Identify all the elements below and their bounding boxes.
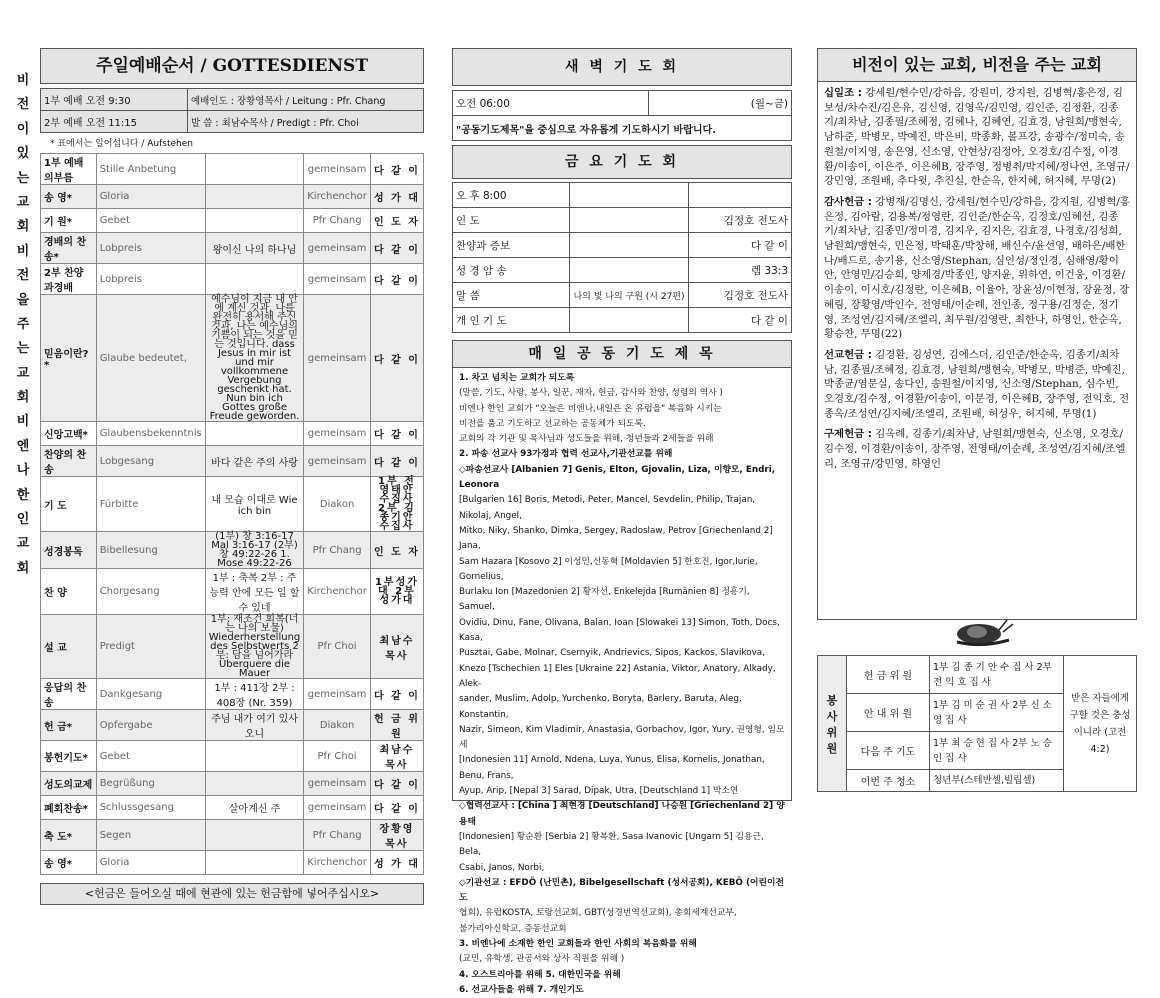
order-item: 신앙고백* [41,422,97,446]
offering-names: 강병재/김명신, 강세원/현수민/강하음, 강지원, 김병혁/홍은정, 김아람, 김용복/정영란, 김인준/한순옥, 김정호/임혜선, 김종기/최차남, 김종민/정미경, 김지우, 김지은, 김효경, 나경호/김성희, 남원희/맹현숙, 민은정, 박태훈/박창해, 배신수/윤선영, 배하은/배한나/배드로, 송기용, 신소영/Stephan, 심인성/정인경, 심해영/황이안, 안영민/김승희, 양제경/박종인, 양지윤, 위하연, 이건웅, 이경환/이송이, 이시호/김정란, 이은혜B, 이율아, 장윤성/이현정, 장윤정, 장혜림, 장황영/박인수, 전영태/이순례, 전인종, 정구용/김정순, 정기영, 조성연/김지혜/조엘리, 최두원/김영란, 최한나, 하영인, 한순옥, 황승찬, 무명(22) [824,195,1130,341]
order-person: Pfr Chang [304,820,371,851]
offering-paragraph [824,195,1130,342]
order-content: 1부 : 축복 2부 : 주 능력 안에 모든 일 할 수 있네 [205,569,304,615]
friday-content [570,308,689,333]
order-item: 봉헌기도* [41,741,97,772]
friday-prayer-table [452,182,792,333]
dawn-prayer-time: 오전 06:00 [453,91,649,116]
order-item: 찬 양 [41,569,97,615]
offering-notice: <헌금은 들어오실 때에 현관에 있는 헌금함에 넣어주십시오> [40,883,424,905]
order-leader: 1부성가대 2부성가대 [370,569,423,615]
order-item: 2부 찬양과경배 [41,264,97,295]
prayer-line: Sam Hazara [Kosovo 2] 이성민,신동혁 [Moldavien 5] 한호진, Igor,Iurie, Gornelius, [459,556,758,582]
friday-item: 찬양과 증보 [453,233,570,258]
order-leader: 최남수목사 [370,615,423,679]
order-row [41,264,424,295]
order-content [205,264,304,295]
vertical-char: 는 [16,341,30,357]
order-item: 축 도* [41,820,97,851]
vertical-char: 전 [16,97,30,113]
order-content [205,772,304,796]
committee-label: 봉 사 위 원 [818,656,847,792]
offering-names: 강세원/현수민/강하음, 강원미, 강지원, 김병혁/홍은정, 김보성/차수진/김은유, 김신영, 김영옥/김민영, 김인준, 김정환, 김종기/최차남, 김종필/조혜정, 김혜나, 김혜연, 김효경, 남원희/맹현숙, 남하준, 박병모, 박예진, 박은비, 박종화, 볼프강, 송광수/정미숙, 송원철/이지영, 송은영, 신소영, 안현상/김정아, 오경호/김수정, 이경환/이송이, 이은주, 이은혜B, 장주영, 정병취/박지혜/정나연, 조영규/강민영, 조원배, 추다윗, 추진실, 한순옥, 한지혜, 허지혜, 무명(2) [824,87,1130,188]
service2-preacher: 발 씀 : 최남수목사 / Predigt : Pfr. Choi [188,111,424,133]
prayer-line: ◇기관선교 : EFDÖ (난민촌), Bibelgesellschaft (성서공회), KEBÖ (어린이전도 [459,877,784,904]
order-content [205,820,304,851]
dawn-prayer-days: (월~금) [649,91,792,116]
order-item: 경배의 찬송* [41,233,97,264]
vertical-char: 엔 [16,438,30,454]
order-german: Predigt [96,615,205,679]
prayer-line: sander, Muslim, Adolp, Yurchenko, Boryta, Barlery, Baruta, Aleg, Konstantin, [459,694,742,720]
order-item: 폐회찬송* [41,796,97,820]
friday-row [453,258,792,283]
order-content: 주님 내가 여기 있사오니 [205,710,304,741]
friday-value: 렘 33:3 [689,258,792,283]
service2-time: 2부 예배 오전 11:15 [41,111,188,133]
order-leader: 최남수목사 [370,741,423,772]
order-german: Gloria [96,851,205,875]
vertical-char: 이 [16,121,30,137]
friday-item: 말 씀 [453,283,570,308]
vertical-char: 교 [16,194,30,210]
service-committee-table [817,655,1137,792]
order-german: Stille Anbetung [96,154,205,185]
order-content [205,422,304,446]
order-row [41,796,424,820]
friday-item: 성 경 암 송 [453,258,570,283]
order-person: gemeinsam [304,295,371,422]
snail-illustration [947,608,1017,648]
order-content: 바다 같은 주의 사랑 [205,446,304,477]
order-german: Gebet [96,209,205,233]
order-content [205,851,304,875]
friday-value: 김정호 전도사 [689,283,792,308]
friday-row [453,233,792,258]
order-item: 찬양의 찬송 [41,446,97,477]
prayer-line: (교민, 유학생, 관공서와 상사 직원을 위해 ) [459,954,625,965]
order-german: Gebet [96,741,205,772]
vision-title: 비전이 있는 교회, 비전을 주는 교회 [817,48,1137,82]
order-row [41,569,424,615]
order-row [41,820,424,851]
vertical-char: 을 [16,292,30,308]
offering-label: 십일조 : [824,87,862,99]
order-leader: 다 같 이 [370,796,423,820]
friday-prayer-title: 금 요 기 도 회 [452,145,792,179]
order-content: 예수님이 지금 내 안에 계신 것과, 나를 완전히 용서해 주신 것과, 나는 예수님의 기쁨이 되는 것을 믿는 것입니다. dass Jesus in mir ist und mir vollkommene Vergebung geschenkt hat. Nun bin ich Gottes große Freude geworden. [205,295,304,422]
order-row [41,446,424,477]
committee-role: 헌 금 위 원 [847,656,930,694]
order-leader: 인 도 자 [370,532,423,569]
order-row [41,741,424,772]
friday-value: 김정호 전도사 [689,208,792,233]
order-german: Dankgesang [96,679,205,710]
order-german: Gloria [96,185,205,209]
bible-verse: 받은 자들에게 구할 것은 충성이니라 (고전4:2) [1064,656,1137,792]
order-leader: 1부 전영태안수집사 2부 김종기안수집사 [370,477,423,532]
order-row [41,422,424,446]
prayer-line: 협회), 유럽KOSTA, 토랑선교회, GBT(성경번역선교회), 총회세계선교부, [459,908,737,919]
order-german: Begrüßung [96,772,205,796]
order-content: (1부) 창 3:16-17 Mal 3:16-17 (2부) 창 49:22-26 1. Mose 49:22-26 [205,532,304,569]
worship-order-title: 주일예배순서 / GOTTESDIENST [40,48,424,84]
order-person: Pfr Chang [304,209,371,233]
order-leader: 헌 금 위 원 [370,710,423,741]
order-row [41,295,424,422]
order-leader: 인 도 자 [370,209,423,233]
committee-role: 이번 주 청소 [847,770,930,792]
vertical-char: 회 [16,390,30,406]
prayer-line: ◇협력선교사 : [China ] 최현경 [Deutschland] 나승원 [Griechenland 2] 양용태 [459,801,785,827]
order-person: Pfr Chang [304,532,371,569]
order-item: 기 도 [41,477,97,532]
committee-members: 1부 김 종 기 안 수 집 사 2부 전 익 호 집 사 [930,656,1064,694]
order-content: 1부 : 411장 2부 : 408장 (Nr. 359) [205,679,304,710]
vertical-char: 비 [16,414,30,430]
friday-content [570,183,689,208]
order-leader: 다 같 이 [370,772,423,796]
prayer-line: Pusztai, Gabe, Molnar, Csernyik, Andrievics, Sipos, Kackos, Slavikova, [459,648,765,659]
offering-label: 구제헌금 : [824,428,872,441]
order-leader: 다 같 이 [370,295,423,422]
offering-paragraph [824,86,1130,189]
order-leader: 다 같 이 [370,233,423,264]
friday-row [453,308,792,333]
order-row [41,532,424,569]
vertical-char: 회 [16,560,30,576]
order-item: 헌 금* [41,710,97,741]
vertical-char: 회 [16,219,30,235]
offering-label: 감사헌금 : [824,195,872,208]
vertical-char: 교 [16,365,30,381]
order-item: 성도의교제 [41,772,97,796]
prayer-line: Ayup, Arip, [Nepal 3] Sarad, Dipak, Utra, [Deutschland 1] 박소연 [459,786,739,797]
order-german: Lobpreis [96,233,205,264]
offering-names: 김경환, 김성연, 김에스더, 김인준/한순옥, 김종기/최차남, 김종필/조혜정, 김효경, 남원희/맹현숙, 박병모, 박병준, 박예진, 박종균/염문실, 송다인, 송원철/이지영, 신소영/Stephan, 심수빈, 오경호/김수정, 이경환/이송이, 이문경, 이은혜B, 장주영, 전익호, 전종옥/조성연/김지혜/조엘리, 조원배, 허성우, 허지혜, 무명(1) [824,348,1130,420]
vertical-slogan [10,70,36,580]
prayer-line: 비엔나 한인 교회가 "오늘은 비엔나,내일은 온 유럽을" 복음화 시키는 [459,403,722,414]
order-row [41,615,424,679]
friday-value: 다 같 이 [689,308,792,333]
order-row [41,710,424,741]
order-leader: 성 가 대 [370,185,423,209]
offering-panel [817,48,1137,788]
prayer-line: Burlaku Ion [Mazedonien 2] 황자선, Enkelejda [Rumänien 8] 정흥기, Samuel, [459,587,750,613]
prayer-line: 2. 파송 선교사 93가정과 협력 선교사,기관선교를 위해 [459,449,673,460]
friday-content [570,258,689,283]
order-leader: 장황영목사 [370,820,423,851]
order-content: 살아계신 주 [205,796,304,820]
order-german: Lobpreis [96,264,205,295]
vertical-char: 전 [16,268,30,284]
committee-members: 1부 최 승 현 집 사 2부 노 승 인 집 사 [930,732,1064,770]
prayer-line: 4. 오스트리아를 위해 5. 대한민국을 위해 [459,969,621,980]
order-item: 응답의 찬송 [41,679,97,710]
vertical-char: 는 [16,170,30,186]
order-item: 기 원* [41,209,97,233]
order-person: Kirchenchor [304,569,371,615]
worship-order-table [40,153,424,875]
order-person: gemeinsam [304,154,371,185]
friday-content: 나의 빛 나의 구원 (시 27편) [570,283,689,308]
prayer-line: [Bulgarien 16] Boris, Metodi, Peter, Mancel, Sevdelin, Philip, Trajan, Nikolaj, Angel, [459,495,756,521]
vertical-char: 인 [16,512,30,528]
committee-row [818,656,1137,694]
order-person: gemeinsam [304,233,371,264]
order-content: 1부: 재조건 회복(너는 나의 보물) Wiederherstellung des Selbstwerts 2부: 담을 넘어가라 Überquere die Mauer [205,615,304,679]
order-person: gemeinsam [304,264,371,295]
offering-paragraph [824,427,1130,471]
order-row [41,209,424,233]
worship-order-panel [40,48,424,905]
order-german: Glaubensbekenntnis [96,422,205,446]
service1-time: 1부 예배 오전 9:30 [41,89,188,111]
prayer-line: Csabi, Janos, Norbi, [459,862,545,873]
vertical-char: 있 [16,146,30,162]
friday-row [453,183,792,208]
order-content: 내 모습 이대로 Wie ich bin [205,477,304,532]
offering-label: 선교헌금 : [824,348,872,361]
order-item: 송 영* [41,185,97,209]
order-person: gemeinsam [304,772,371,796]
order-person: Kirchenchor [304,185,371,209]
order-german: Glaube bedeutet, [96,295,205,422]
order-item: 성경봉독 [41,532,97,569]
vertical-char: 교 [16,536,30,552]
vertical-char: 비 [16,243,30,259]
order-leader: 다 같 이 [370,446,423,477]
order-person: gemeinsam [304,422,371,446]
prayer-line: 불가리아신학교, 증동선교회 [459,923,567,934]
prayer-line: [Indonesien] 황순환 [Serbia 2] 황복환, Sasa Ivanovic [Ungarn 5] 김용근, Bela, [459,831,764,858]
order-content [205,741,304,772]
order-person: Diakon [304,710,371,741]
order-german: Chorgesang [96,569,205,615]
order-german: Schlussgesang [96,796,205,820]
order-leader: 다 같 이 [370,154,423,185]
prayer-line: Knezo [Tschechien 1] Eles [Ukraine 22] Astania, Viktor, Anatory, Alkady, Alek- [459,663,776,689]
order-row [41,679,424,710]
service1-leader: 예배인도 : 장황영목사 / Leitung : Pfr. Chang [188,89,424,111]
order-item: 1부 예배의부름 [41,154,97,185]
order-person: gemeinsam [304,796,371,820]
prayer-line: Mitko, Niky, Shanko, Dimka, Sergey, Radoslaw, Petrov [Griechenland 2] Jana, [459,525,773,552]
order-leader: 성 가 대 [370,851,423,875]
vertical-char: 나 [16,463,30,479]
order-person: Pfr Choi [304,741,371,772]
friday-value [689,183,792,208]
prayer-line: 교회의 각 기관 및 목사님과 성도들을 위해, 청년들과 2세들을 위해 [459,434,714,445]
order-german: Bibellesung [96,532,205,569]
common-prayer-list [452,368,792,995]
prayer-line: Ovidiu, Dinu, Fane, Olivana, Balan, Ioan [Slowakei 13] Simon, Toth, Docs, Kasa, [459,617,780,644]
dawn-prayer-note: "공동기도제목"을 중심으로 자유롭게 기도하시기 바랍니다. [453,116,792,141]
prayer-meetings-panel [452,48,792,995]
friday-item: 오 후 8:00 [453,183,570,208]
order-row [41,154,424,185]
order-row [41,477,424,532]
prayer-line: 비전을 품고 기도하고 선교하는 공동체가 되도록. [459,418,646,429]
friday-content [570,208,689,233]
offering-list [817,82,1137,620]
order-content [205,154,304,185]
order-person: gemeinsam [304,446,371,477]
order-person: Kirchenchor [304,851,371,875]
prayer-line: 6. 선교사들을 위해 7. 개인기도 [459,984,584,995]
order-leader: 다 같 이 [370,422,423,446]
standing-note: * 표에서는 일어섭니다 / Aufstehen [50,139,193,149]
order-german: Lobgesang [96,446,205,477]
prayer-line: (말씀, 기도, 사랑, 봉사, 일꾼, 재자, 헌금, 감사와 찬양, 성령의 역사 ) [459,388,723,399]
order-german: Opfergabe [96,710,205,741]
committee-members: 1부 김 미 순 권 사 2부 신 소 영 집 사 [930,694,1064,732]
prayer-line: Nazir, Simeon, Kim Vladimir, Anastasia, Gorbachov, Igor, Yury, 권영형, 임모세 [459,724,785,751]
dawn-prayer-title: 새 벽 기 도 회 [452,48,792,86]
order-person: gemeinsam [304,679,371,710]
order-item: 송 영* [41,851,97,875]
order-leader: 다 같 이 [370,679,423,710]
order-person: Pfr Choi [304,615,371,679]
friday-row [453,208,792,233]
order-content [205,209,304,233]
order-row [41,851,424,875]
order-row [41,185,424,209]
friday-item: 개 인 기 도 [453,308,570,333]
order-row [41,772,424,796]
common-prayer-title: 매 일 공 동 기 도 제 목 [452,340,792,368]
friday-value: 다 같 이 [689,233,792,258]
vertical-char: 주 [16,316,30,332]
prayer-line: [Indonesien 11] Arnold, Ndena, Luya, Yunus, Elisa, Kornelis, Jonathan, Benu, Frans, [459,755,765,781]
committee-role: 안 내 위 원 [847,694,930,732]
vertical-char: 한 [16,487,30,503]
vertical-char: 비 [16,73,30,88]
order-person: Diakon [304,477,371,532]
friday-item: 인 도 [453,208,570,233]
offering-paragraph [824,348,1130,422]
friday-row [453,283,792,308]
prayer-line: 1. 차고 넘치는 교회가 되도록 [459,373,575,383]
order-item: 설 교 [41,615,97,679]
order-german: Fürbitte [96,477,205,532]
order-content: 왕이신 나의 하나님 [205,233,304,264]
friday-content [570,233,689,258]
order-german: Segen [96,820,205,851]
committee-members: 청년부(스테반셀,빌립셀) [930,770,1064,792]
order-item: 믿음이란?* [41,295,97,422]
order-content [205,185,304,209]
order-row [41,233,424,264]
prayer-line: ◇파송선교사 [Albanien 7] Genis, Elton, Gjovalin, Liza, 이향모, Endri, Leonora [459,464,776,491]
offering-names: 김옥례, 김종기/최차남, 남원희/맹현숙, 신소영, 오경호/김수정, 이경환/이송이, 장주영, 전영태/이순례, 조성연/김지혜/조엘리, 조영규/강민영, 하영인 [824,428,1126,470]
prayer-line: 3. 비엔나에 소재한 한인 교회들과 한인 사회의 복음화를 위해 [459,938,697,949]
order-leader: 다 같 이 [370,264,423,295]
committee-role: 다음 주 기도 [847,732,930,770]
